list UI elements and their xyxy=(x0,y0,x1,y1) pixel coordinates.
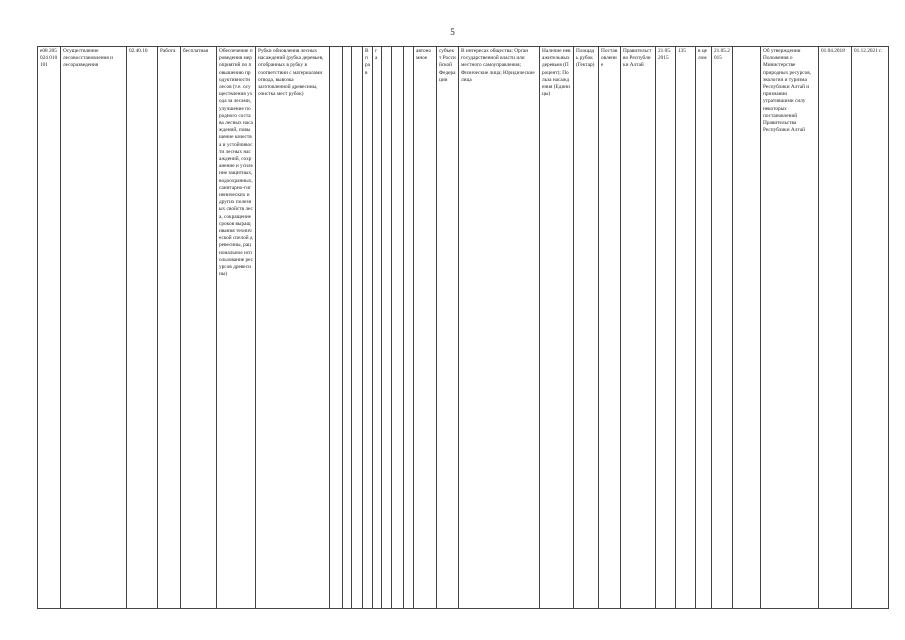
cell-empty xyxy=(733,47,761,609)
cell-code: e08 205 024 010 101 xyxy=(38,47,61,609)
cell-consumers: В интересах общества; Орган государственной власти или местного самоуправления; Физические лица; Юридические лица xyxy=(459,47,540,609)
cell-empty xyxy=(404,47,414,609)
cell-empty xyxy=(352,47,363,609)
cell-date-end: 01.12.2021 г. xyxy=(852,47,889,609)
cell-empty xyxy=(343,47,352,609)
cell-empty xyxy=(330,47,343,609)
cell-indicator: Наличие неважительных деревьев (Процент); Польза насаждения (Единицы) xyxy=(540,47,574,609)
cell-volume: Площадь рубок (Гектар) xyxy=(574,47,599,609)
cell-date-b: 21.05.2015 xyxy=(712,47,733,609)
cell-payment: бесплатная xyxy=(181,47,217,609)
cell-v: Вправ xyxy=(363,47,373,609)
cell-act-type: Постановление xyxy=(599,47,621,609)
cell-date-start: 01.04.2018 xyxy=(819,47,852,609)
cell-okved: 02.40.10 xyxy=(127,47,158,609)
registry-table xyxy=(37,46,889,609)
cell-recipient-level: субъект Российской Федерации xyxy=(437,47,459,609)
cell-empty xyxy=(392,47,404,609)
cell-about: в целом xyxy=(696,47,712,609)
cell-act-title: Об утверждении Положения о Министерстве природных ресурсов, экологии и туризма Республики Алтай и признании утратившими силу некоторых постановлений Правительства Республики Алтай xyxy=(761,47,819,609)
cell-authority: Правительство Республики Алтай xyxy=(621,47,656,609)
cell-g: га xyxy=(373,47,382,609)
cell-number: 135 xyxy=(676,47,696,609)
cell-name: Осуществление лесовосстановления и лесоразведения xyxy=(61,47,127,609)
page-number: 5 xyxy=(450,27,455,37)
cell-content: Обеспечение проведения мероприятий по повышению продуктивности лесов (т.е. осуществления ухода за лесами, улучшение породного состава лесных насаждений, повышение качества и устойчивости лесных насаждений, сохранение и усиление защитных, водоохранных, санитарно-гигиенических и других полезных свойств леса, сокращение сроков выращивания технической спелой древесины, рациональное использование ресурсов древесины) xyxy=(217,47,256,609)
cell-empty xyxy=(382,47,392,609)
cell-description: Рубки обновления лесных насаждений (рубка деревьев, отобранных в рубку в соответствии с материалами отвода, вывозка заготовленной древесины, очистка мест рубок) xyxy=(256,47,330,609)
cell-date-a: 21.05.2015 xyxy=(656,47,676,609)
cell-kind: Работа xyxy=(158,47,181,609)
table-row xyxy=(38,47,889,609)
cell-activity: автономное xyxy=(414,47,437,609)
